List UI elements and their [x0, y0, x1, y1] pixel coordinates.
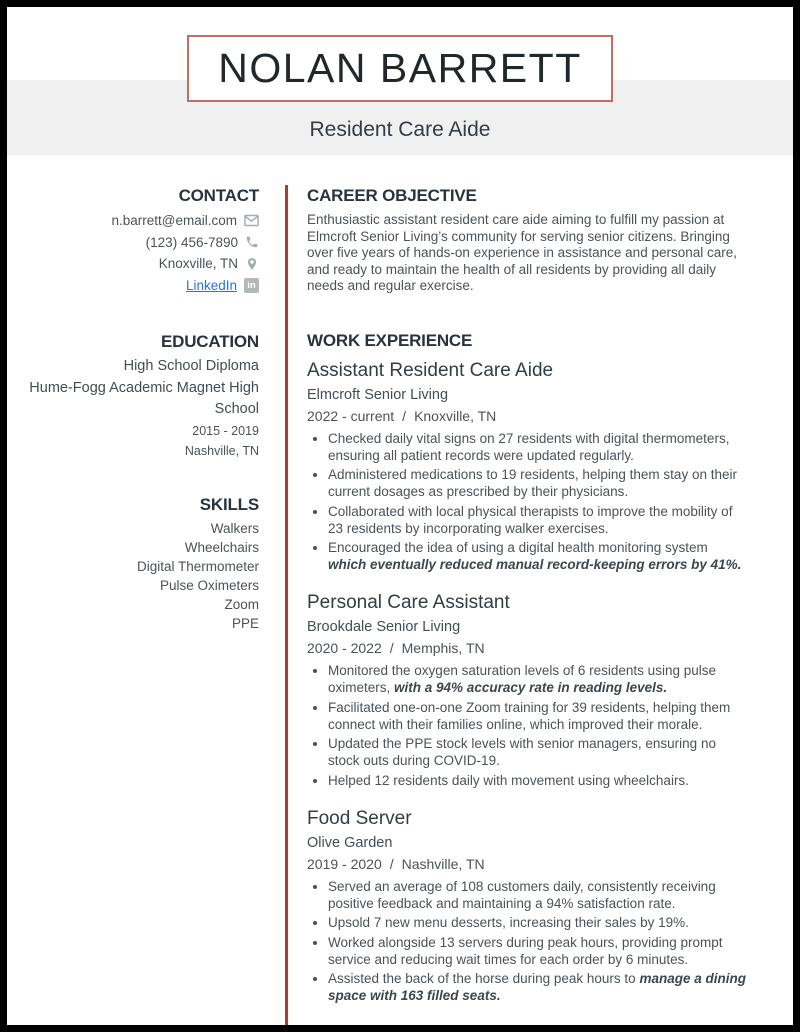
linkedin-link[interactable]: LinkedIn — [185, 277, 237, 293]
resume-content — [7, 185, 793, 1025]
education-location: Nashville, TN — [184, 443, 259, 458]
jobs-list — [307, 358, 746, 1005]
job-dates: 2020 - 2022 — [307, 640, 382, 656]
job-title: Food Server — [307, 807, 412, 829]
email-icon — [244, 214, 259, 227]
bullet-emphasis: with a 94% accuracy rate in reading levels. — [394, 680, 668, 695]
job-entry — [307, 590, 746, 789]
contact-heading: CONTACT — [178, 186, 259, 205]
bullet-item — [328, 772, 746, 789]
bullet-item — [328, 934, 746, 968]
meta-separator: / — [389, 640, 394, 656]
education-degree: High School Diploma — [123, 358, 259, 374]
job-bullets — [307, 662, 746, 789]
job-title: Personal Care Assistant — [307, 592, 510, 613]
bullet-text: Collaborated with local physical therapists to improve the mobility of 23 residents by incorporating walker exercises. — [328, 503, 733, 536]
sidebar — [7, 185, 259, 1025]
linkedin-icon: in — [244, 278, 259, 293]
education-school: Hume-Fogg Academic Magnet High School — [29, 379, 259, 417]
bullet-item — [328, 914, 746, 931]
contact-phone-row — [7, 232, 259, 254]
job-entry — [307, 806, 746, 1005]
bullet-emphasis: manage a dining space with 163 filled seats. — [328, 971, 746, 1003]
skill-item: Digital Thermometer — [136, 558, 259, 574]
bullet-text: Helped 12 residents daily with movement using wheelchairs. — [328, 772, 689, 788]
bullet-text: Upsold 7 new menu desserts, increasing their sales by 19%. — [328, 915, 689, 930]
job-location: Memphis, TN — [401, 640, 485, 656]
bullet-item — [328, 662, 746, 696]
job-dates: 2019 - 2020 — [307, 855, 382, 872]
bullet-item — [328, 735, 746, 769]
bullet-item — [328, 878, 746, 912]
job-meta — [307, 407, 746, 426]
bullet-item — [328, 430, 746, 464]
skills-list — [7, 519, 259, 633]
job-title: Assistant Resident Care Aide — [307, 359, 554, 381]
contact-email-row — [7, 210, 259, 232]
objective-heading: CAREER OBJECTIVE — [307, 186, 477, 205]
bullet-text: Monitored the oxygen saturation levels of 6 residents using pulse oximeters, — [328, 663, 716, 695]
job-location: Nashville, TN — [401, 855, 485, 872]
bullet-text: Facilitated one-on-one Zoom training for 39 residents, helping them connect with their families online, which improved their morale. — [328, 699, 731, 732]
contact-location: Knoxville, TN — [158, 256, 238, 272]
job-bullets — [307, 430, 746, 574]
name-box — [187, 35, 613, 102]
meta-separator: / — [389, 855, 394, 872]
bullet-item — [328, 466, 746, 500]
bullet-item — [328, 970, 746, 1004]
candidate-job-title: Resident Care Aide — [309, 118, 491, 141]
bullet-text: Served an average of 108 customers daily, consistently receiving positive feedback and maintaining a 94% satisfaction rate. — [328, 878, 716, 911]
skills-heading: SKILLS — [199, 494, 259, 514]
bullet-item — [328, 503, 746, 537]
job-meta — [307, 639, 746, 658]
location-pin-icon — [245, 257, 259, 271]
objective-text: Enthusiastic assistant resident care aide aiming to fulfill my passion at Elmcroft Senior Living’s community for serving senior citizens. Bringing over five years of hands-on experience in assistance and personal care, and ready to maintain the health of all residents by providing all daily needs and regular exercise. — [307, 212, 737, 293]
bullet-emphasis: which eventually reduced manual record-keeping errors by 41%. — [328, 557, 742, 572]
bullet-text: Updated the PPE stock levels with senior managers, ensuring no stock outs during COVID-19. — [328, 736, 716, 768]
candidate-name: NOLAN BARRETT — [218, 45, 582, 91]
main-column — [288, 185, 793, 1025]
bullet-text: Administered medications to 19 residents, helping them stay on their current dosages as prescribed by their physicians. — [328, 467, 737, 499]
experience-heading: WORK EXPERIENCE — [307, 330, 473, 350]
job-dates: 2022 - current — [307, 407, 395, 424]
resume-page — [7, 7, 793, 1025]
job-company: Elmcroft Senior Living — [307, 386, 449, 403]
bullet-item — [328, 539, 746, 573]
job-meta — [307, 855, 746, 874]
job-company: Brookdale Senior Living — [307, 619, 461, 635]
phone-icon — [245, 235, 259, 249]
skill-item: PPE — [231, 615, 259, 631]
skill-item: Wheelchairs — [184, 539, 259, 555]
bullet-text: Assisted the back of the horse during peak hours to — [328, 971, 640, 986]
bullet-text: Worked alongside 13 servers during peak hours, providing prompt service and reducing wait times for each order by 6 minutes. — [328, 934, 723, 967]
job-company: Olive Garden — [307, 834, 393, 851]
skill-item: Zoom — [224, 596, 259, 612]
skill-item: Pulse Oximeters — [159, 577, 259, 593]
contact-linkedin-row — [7, 275, 259, 297]
contact-phone: (123) 456-7890 — [145, 234, 238, 250]
meta-separator: / — [402, 407, 407, 424]
job-bullets — [307, 878, 746, 1005]
bullet-text: Encouraged the idea of using a digital health monitoring system — [328, 540, 708, 555]
job-entry — [307, 358, 746, 574]
resume-header — [7, 7, 793, 155]
skill-item: Walkers — [210, 520, 259, 536]
contact-location-row — [7, 253, 259, 275]
education-dates: 2015 - 2019 — [192, 423, 259, 438]
job-location: Knoxville, TN — [414, 407, 497, 424]
contact-email: n.barrett@email.com — [111, 213, 237, 229]
bullet-item — [328, 699, 746, 733]
education-heading: EDUCATION — [161, 332, 259, 351]
bullet-text: Checked daily vital signs on 27 residents with digital thermometers, ensuring all patient records were updated regularly. — [328, 430, 730, 463]
